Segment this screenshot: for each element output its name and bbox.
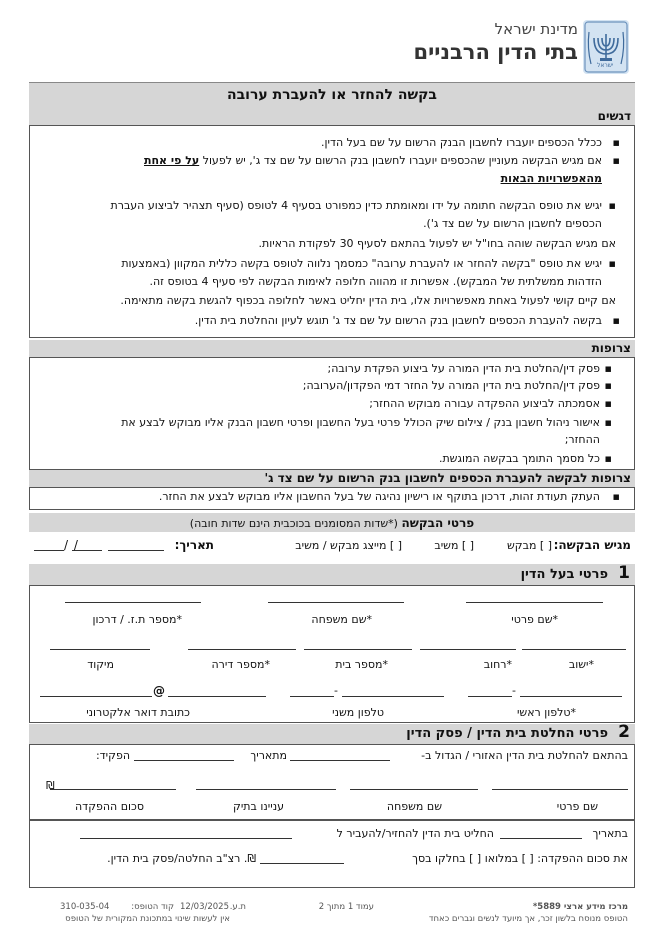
street-label: *רחוב (483, 658, 512, 671)
id-number-field[interactable] (65, 602, 201, 603)
zip-label: מיקוד (87, 658, 114, 671)
decision-date-text: בתאריך (592, 827, 628, 840)
section-2-title: פרטי החלטת בית הדין / פסק הדין (406, 726, 608, 741)
third-party-heading: צרופות לבקשה להעברת הכספים לחשבון בנק הרשום על שם צד ג' (264, 471, 631, 485)
phone-dash: - (512, 684, 516, 697)
court-line-text: בהתאם להחלטת בית הדין האזורי / הגדול ב- (421, 749, 628, 762)
email-user-field[interactable] (40, 696, 152, 697)
attachment-item: אסמכתה לביצוע ההפקדה עבורה מבוקש ההחזר; (369, 397, 600, 410)
state-name: מדינת ישראל (494, 20, 578, 38)
deposited-label: הפקיד: (95, 749, 130, 762)
depositor-first-name-field[interactable] (492, 789, 628, 790)
email-label: כתובת דואר אלקטרוני (86, 706, 190, 719)
main-phone-label: *טלפון ראשי (516, 706, 576, 719)
bullet-icon: ▪ (608, 199, 616, 212)
amount-options-text: את סכום ההפקדה: [ ] במלואו [ ] בחלקו בסך (412, 852, 628, 865)
second-phone-number-field[interactable] (342, 696, 444, 697)
decision-date-field[interactable] (134, 760, 234, 761)
bullet-icon: ▪ (604, 416, 612, 429)
second-phone-label: טלפון משני (332, 706, 384, 719)
zip-field[interactable] (50, 649, 150, 650)
bullet-icon: ▪ (604, 397, 612, 410)
version-label: ת.ע. (229, 902, 246, 912)
bullet-icon: ▪ (604, 452, 612, 465)
attachment-item: כל מסמך התומך בבקשה המוגשת. (438, 452, 600, 465)
form-code-label: קוד הטופס: (131, 902, 174, 912)
attachments-heading-bar (29, 340, 635, 357)
bullet-icon: ▪ (612, 314, 620, 327)
case-subject-col-label: עניינו בתיק (233, 800, 284, 813)
last-name-field[interactable] (268, 602, 404, 603)
submitter-label: מגיש הבקשה: (553, 538, 631, 552)
option-1-line-b: הכספים לחשבון הרשום על שם צד ג'). (423, 217, 602, 230)
emphasis-options: מהאפשרויות הבאות (500, 172, 602, 185)
required-fields-note: (*שדות המסומנים בכוכבית הינם שדות חובה) (189, 517, 398, 530)
emphasis-heading-bar (29, 108, 635, 125)
decision-date-2-field[interactable] (500, 838, 582, 839)
bullet-icon: ▪ (612, 136, 620, 149)
info-center: מרכז מידע ארצי 5889* (532, 902, 628, 912)
first-name-label: *שם פרטי (511, 613, 558, 626)
deposit-amount-field[interactable] (50, 789, 176, 790)
court-location-field[interactable] (290, 760, 390, 761)
date-separators: / / (64, 538, 79, 552)
from-date-label: מתאריך (250, 749, 287, 762)
emphasis-bullet-2a (144, 154, 602, 167)
section-2-number: 2 (618, 722, 630, 742)
deposit-amount-col-label: סכום ההפקדה (75, 800, 144, 813)
city-label: *ישוב (568, 658, 594, 671)
bullet-icon: ▪ (604, 379, 612, 392)
email-at-sign: @ (153, 684, 165, 698)
last-name-label: *שם משפחה (311, 613, 372, 626)
section-1-number: 1 (618, 563, 630, 583)
emphasis-heading: דגשים (597, 109, 631, 123)
first-name-col-label: שם פרטי (556, 800, 598, 813)
id-number-label: *מספר ת.ז. / דרכון (92, 613, 182, 626)
first-name-field[interactable] (466, 602, 603, 603)
attachment-item: אישור ניהול חשבון בנק / צילום שיק הכולל פרטי בעל החשבון ופרטי חשבון הבנק אליו מבוקש לבצע את (121, 416, 600, 429)
attachment-item: ההחזר; (564, 433, 600, 446)
third-party-item: העתק תעודת זהות, דרכון בתוקף או רישיון נהיגה של בעל החשבון אליו מבוקש לבצע את החזר. (158, 490, 600, 503)
state-emblem (583, 20, 629, 74)
date-label: תאריך: (174, 538, 214, 552)
emphasis-bullet-3: בקשה להעברת הכספים לחשבון בנק הרשום על שם צד ג' תוגש לעיון והחלטת בית הדין. (194, 314, 602, 327)
shekel-sign: ₪ (46, 779, 55, 792)
option-2-line-a: יגיש את טופס "בקשה להחזר או להעברת ערובה" כמסמך נלווה לטופס בקשה כללית המקוון (באמצעות (121, 257, 602, 270)
emphasis-bullet-1: ככלל הכספים יועברו לחשבון הבנק הרשום על שם בעל הדין. (321, 136, 602, 149)
partial-amount-field[interactable] (260, 863, 344, 864)
depositor-last-name-field[interactable] (350, 789, 478, 790)
last-name-col-label: שם משפחה (386, 800, 442, 813)
option-2-line-b: הזדהות ממשלתית של המבקש). אפשרות זו מהווה חלופה לאימות הבקשה לפי סעיף 4 בטופס זה. (149, 275, 602, 288)
street-field[interactable] (420, 649, 516, 650)
request-details-title: פרטי הבקשה (401, 516, 475, 530)
bullet-icon: ▪ (604, 362, 612, 375)
attachments-heading: צרופות (591, 341, 631, 355)
city-field[interactable] (522, 649, 626, 650)
emphasis-one-of: על פי אחת (143, 154, 200, 167)
option-2-line-c: אם קיים קושי לפעול באחת מאפשרויות אלו, בית הדין יחליט באשר לחלופה בכפוף להגשת בקשה מתאימה. (120, 294, 616, 307)
gender-note: הטופס מנוסח בלשון זכר, אך מיועד לנשים וגברים כאחד (428, 914, 628, 924)
emblem-label: ישראל (597, 62, 614, 69)
option-requester[interactable]: [ ] מבקש (506, 539, 552, 552)
request-details-heading (29, 516, 635, 530)
date-day-field[interactable] (34, 550, 64, 551)
apartment-number-field[interactable] (188, 649, 296, 650)
email-domain-field[interactable] (168, 696, 266, 697)
case-subject-field[interactable] (196, 789, 336, 790)
courts-name: בתי הדין הרבניים (413, 40, 578, 64)
house-number-field[interactable] (304, 649, 412, 650)
form-title: בקשה להחזר או להעברת ערובה (227, 87, 437, 103)
option-respondent[interactable]: [ ] משיב (434, 539, 474, 552)
house-number-label: *מספר בית (335, 658, 388, 671)
option-representative[interactable]: [ ] מייצג מבקש / משיב (295, 539, 402, 552)
attachment-item: פסק דין/החלטת בית הדין המורה על החזר דמי הפקדון/הערובה; (302, 379, 600, 392)
second-phone-prefix-field[interactable] (290, 696, 334, 697)
main-phone-prefix-field[interactable] (468, 696, 512, 697)
date-year-field[interactable] (108, 550, 164, 551)
transfer-recipient-field[interactable] (80, 838, 292, 839)
version-date: 12/03/2025 (180, 902, 229, 912)
main-phone-number-field[interactable] (520, 696, 622, 697)
apartment-number-label: *מספר דירה (211, 658, 270, 671)
bullet-icon: ▪ (608, 257, 616, 270)
form-code: 310-035-04 (60, 902, 110, 912)
option-1-line-c: אם מגיש הבקשה שוהה בחו"ל יש לפעול בהתאם לסעיף 30 לפקודת הראיות. (258, 237, 616, 250)
section-1-title: פרטי בעל הדין (520, 567, 608, 582)
page-number: עמוד 1 מתוך 2 (318, 902, 374, 912)
phone-dash: - (334, 684, 338, 697)
section-1-box (29, 585, 635, 723)
no-changes-note: אין לעשות שינוי במתכונת המקורית של הטופס (65, 914, 230, 924)
attachment-item: פסק דין/החלטת בית הדין המורה על ביצוע הפקדת ערובה; (327, 362, 600, 375)
bullet-icon: ▪ (612, 154, 620, 167)
bullet-icon: ▪ (612, 490, 620, 503)
attached-decision-text: ₪. רצ"ב החלטה/פסק בית הדין. (107, 852, 256, 865)
decision-transfer-text: החליט בית הדין להחזיר/להעביר ל (336, 827, 494, 840)
emphasis-bullet-2-text: אם מגיש הבקשה מעוניין שהכספים יועברו לחשבון בנק הרשום על שם צד ג', יש לפעול (202, 154, 602, 167)
option-1-line-a: יגיש את טופס הבקשה חתומה על ידו ומאומתת כדין כמפורט בסעיף 4 לטופס (סעיף תצהיר לביצוע העברת (110, 199, 602, 212)
